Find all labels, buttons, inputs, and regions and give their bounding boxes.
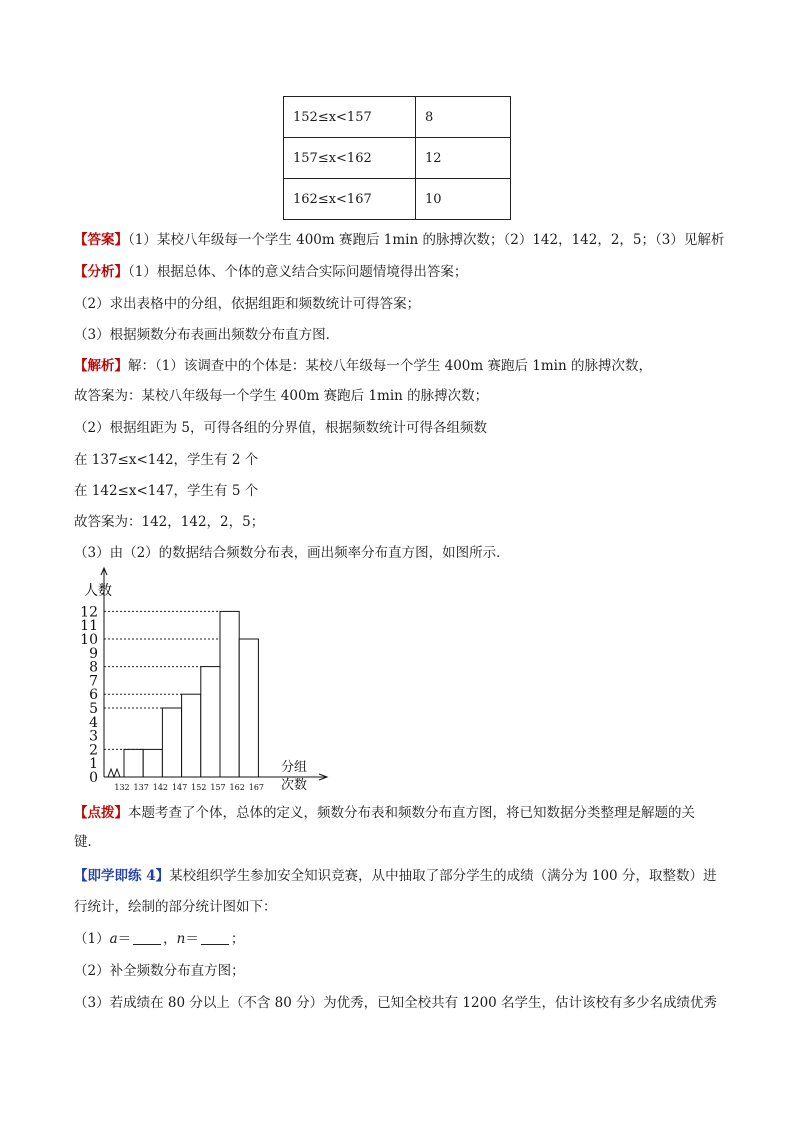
- var-n: n: [176, 931, 186, 947]
- comment-line-2: 键．: [74, 834, 101, 850]
- y-tick-label: 4: [89, 714, 98, 731]
- frequency-histogram: [74, 563, 344, 795]
- blank-a: [133, 930, 161, 945]
- histogram-bar: [201, 667, 220, 777]
- exercise-line-2: 行统计，绘制的部分统计图如下：: [74, 899, 277, 915]
- x-tick-label: 167: [248, 783, 265, 792]
- analysis-line-2: （2）求出表格中的分组，依据组距和频数统计可得答案；: [74, 296, 421, 312]
- x-axis-title-bottom: 次数: [281, 778, 308, 793]
- y-tick-label: 12: [80, 604, 98, 621]
- table-row: [284, 179, 511, 220]
- semicolon: ；: [230, 931, 245, 947]
- table-row: [284, 138, 511, 179]
- y-tick-label: 1: [89, 756, 98, 773]
- solution-line-1: [74, 356, 652, 376]
- range-cell: 162≤x<167: [284, 179, 416, 220]
- comma: ，: [163, 931, 177, 947]
- equals-sign: ＝: [117, 931, 132, 947]
- equals-sign-2: ＝: [185, 931, 199, 947]
- histogram-bar: [124, 749, 143, 777]
- histogram-bar: [143, 749, 162, 777]
- solution-tag: 【解析】: [74, 358, 128, 374]
- x-tick-label: 132: [114, 783, 130, 792]
- solution-line-7: （3）由（2）的数据结合频数分布表，画出频率分布直方图，如图所示．: [74, 545, 510, 561]
- count-cell: 8: [416, 97, 511, 138]
- exercise-text-1: 某校组织学生参加安全知识竞赛，从中抽取了部分学生的成绩（满分为 100 分，取整数）进: [169, 868, 717, 884]
- frequency-table: [283, 96, 511, 220]
- table-row: [284, 97, 511, 138]
- count-cell: 10: [416, 179, 511, 220]
- solution-line-6: 故答案为：142，142，2，5；: [74, 514, 265, 530]
- axis-break-mark: [108, 769, 120, 777]
- y-tick-label: 9: [89, 645, 98, 662]
- exercise-question-3: （3）若成绩在 80 分以上（不含 80 分）为优秀，已知全校共有 1200 名学生，估计该校有多少名成绩优秀: [74, 995, 718, 1011]
- comment-line-1: [74, 803, 695, 823]
- solution-line-4: 在 137≤x<142，学生有 2 个: [74, 452, 259, 468]
- y-axis-title: 人数: [84, 583, 112, 599]
- count-cell: 12: [416, 138, 511, 179]
- answer-line: [74, 230, 724, 250]
- y-tick-label: 2: [89, 742, 98, 759]
- x-tick-label: 142: [152, 783, 169, 792]
- exercise-tag: 【即学即练 4】: [74, 868, 170, 884]
- range-cell: 152≤x<157: [284, 97, 416, 138]
- analysis-line-3: （3）根据频数分布表画出频数分布直方图．: [74, 327, 340, 343]
- y-tick-label: 11: [80, 618, 98, 635]
- solution-line-2: 故答案为：某校八年级每一个学生 400m 赛跑后 1min 的脉搏次数；: [74, 388, 489, 404]
- x-tick-label: 152: [191, 783, 207, 792]
- histogram-bar: [182, 694, 201, 777]
- solution-text-1: 解：（1）该调查中的个体是：某校八年级每一个学生 400m 赛跑后 1min 的脉搏次数，: [128, 358, 652, 374]
- y-tick-label: 3: [89, 728, 98, 745]
- comment-text-1: 本题考查了个体，总体的定义，频数分布表和频数分布直方图，将已知数据分类整理是解题的关: [128, 805, 695, 821]
- exercise-question-1: [74, 929, 244, 949]
- x-axis-title-top: 分组: [281, 760, 308, 775]
- y-tick-label: 8: [89, 659, 98, 676]
- exercise-question-2: （2）补全频数分布直方图；: [74, 963, 245, 979]
- analysis-text-1: （1）根据总体、个体的意义结合实际问题情境得出答案；: [128, 264, 468, 280]
- histogram-bar: [162, 708, 181, 777]
- y-tick-label: 0: [89, 770, 98, 786]
- y-tick-label: 5: [89, 701, 98, 717]
- histogram-bar: [239, 639, 258, 777]
- x-tick-label: 137: [133, 783, 149, 792]
- x-tick-label: 147: [171, 783, 188, 792]
- q1-prefix: （1）: [74, 931, 110, 947]
- solution-line-5: 在 142≤x<147，学生有 5 个: [74, 483, 259, 499]
- y-tick-label: 10: [80, 632, 98, 648]
- y-tick-label: 7: [89, 673, 98, 690]
- comment-tag: 【点拨】: [74, 805, 128, 821]
- range-cell: 157≤x<162: [284, 138, 416, 179]
- x-tick-label: 157: [210, 783, 226, 792]
- answer-tag: 【答案】: [74, 232, 128, 248]
- solution-line-3: （2）根据组距为 5，可得各组的分界值，根据频数统计可得各组频数: [74, 420, 487, 436]
- exercise-line-1: [74, 866, 716, 886]
- var-a: a: [109, 931, 118, 947]
- blank-n: [201, 930, 229, 945]
- answer-text: （1）某校八年级每一个学生 400m 赛跑后 1min 的脉搏次数；（2）142，142，2，5；（3）见解析: [128, 232, 725, 248]
- analysis-line-1: [74, 262, 467, 282]
- x-tick-label: 162: [229, 783, 245, 792]
- y-tick-label: 6: [89, 687, 98, 704]
- analysis-tag: 【分析】: [74, 264, 128, 280]
- histogram-bar: [220, 611, 239, 777]
